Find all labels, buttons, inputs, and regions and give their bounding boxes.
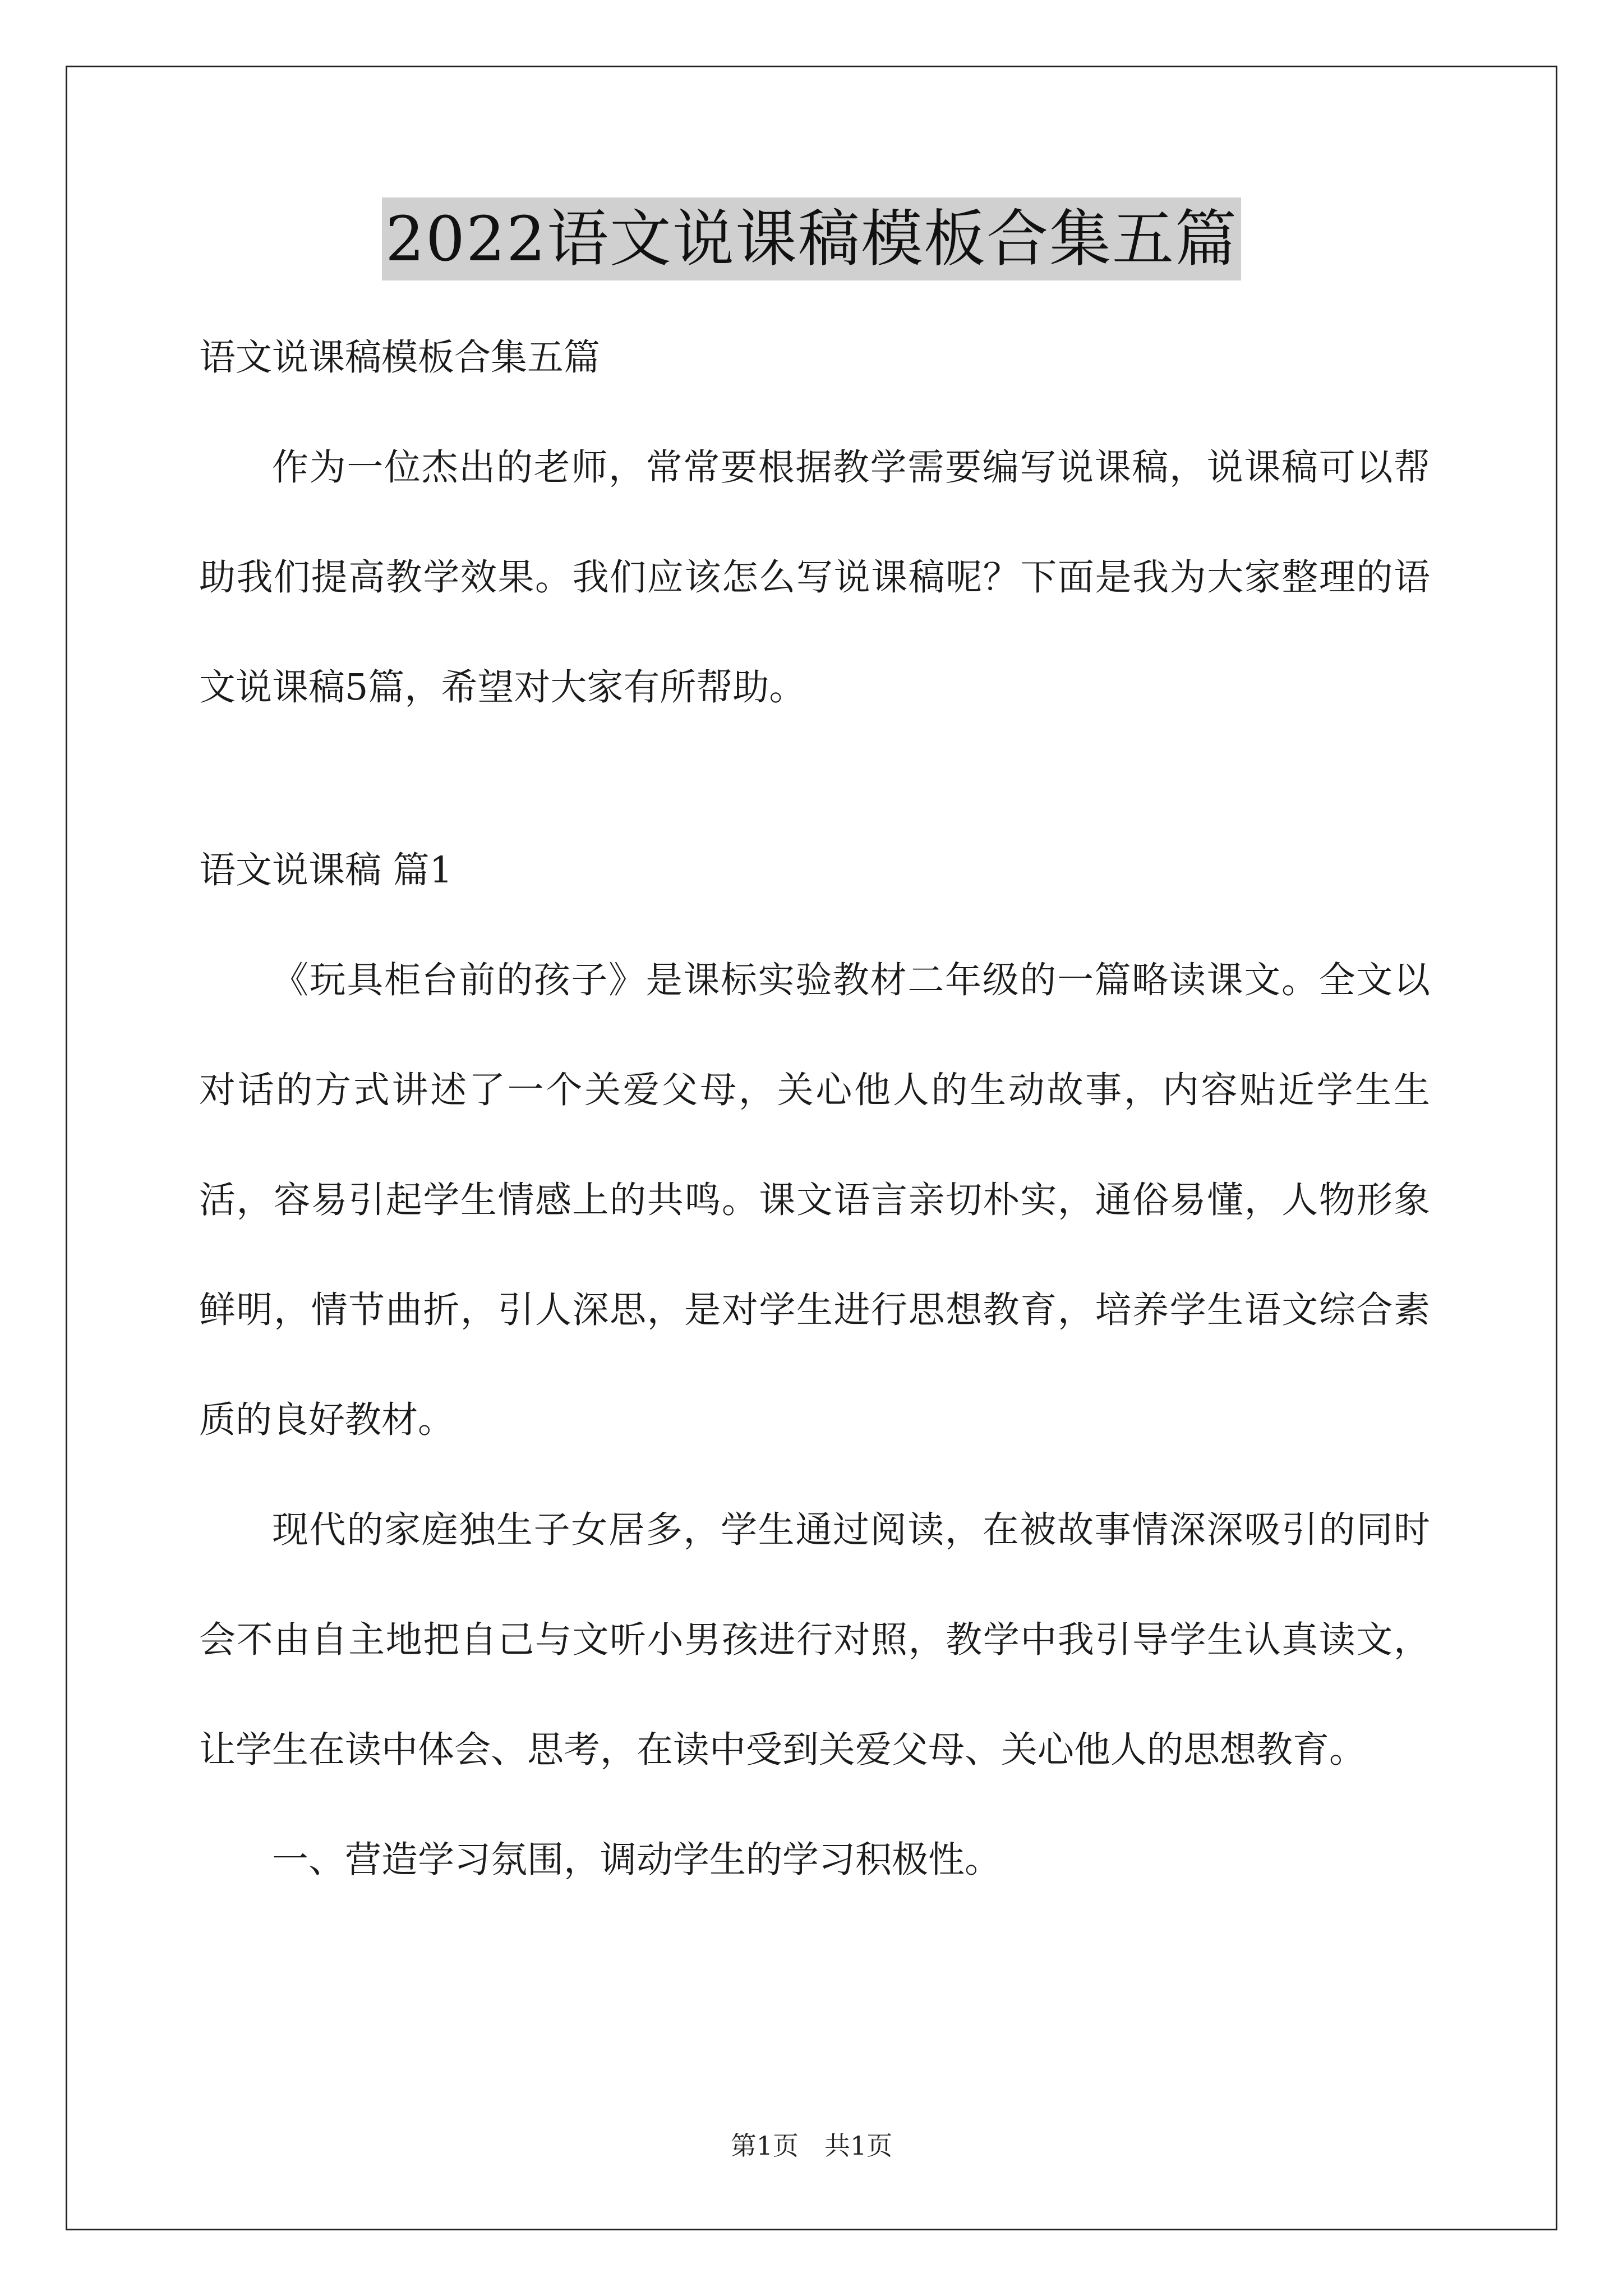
page-footer: 第1页 共1页 [730,2131,893,2161]
section-heading: 语文说课稿 篇1 [199,849,453,891]
body-paragraph: 一、营造学习氛围，调动学生的学习积极性。 [272,1839,1002,1881]
section-spacer [199,743,1430,816]
body-paragraph: 现代的家庭独生子女居多，学生通过阅读，在被故事情深深吸引的同时会不由自主地把自己与文听小男孩进行对照，教学中我引导学生认真读文，让学生在读中体会、思考，在读中受到关爱父母、关心他人的思想教育。 [199,1509,1430,1771]
intro-paragraph: 作为一位杰出的老师，常常要根据教学需要编写说课稿，说课稿可以帮助我们提高教学效果。我们应该怎么写说课稿呢？下面是我为大家整理的语文说课稿5篇，希望对大家有所帮助。 [199,447,1430,708]
document-title: 2022语文说课稿模板合集五篇 [382,197,1241,280]
body-paragraph: 《玩具柜台前的孩子》是课标实验教材二年级的一篇略读课文。全文以对话的方式讲述了一个关爱父母，关心他人的生动故事，内容贴近学生生活，容易引起学生情感上的共鸣。课文语言亲切朴实，通俗易懂，人物形象鲜明，情节曲折，引人深思，是对学生进行思想教育，培养学生语文综合素质的良好教材。 [199,959,1430,1441]
document-subtitle: 语文说课稿模板合集五篇 [199,337,601,379]
document-body [199,303,1430,1915]
title-container [0,197,1623,280]
